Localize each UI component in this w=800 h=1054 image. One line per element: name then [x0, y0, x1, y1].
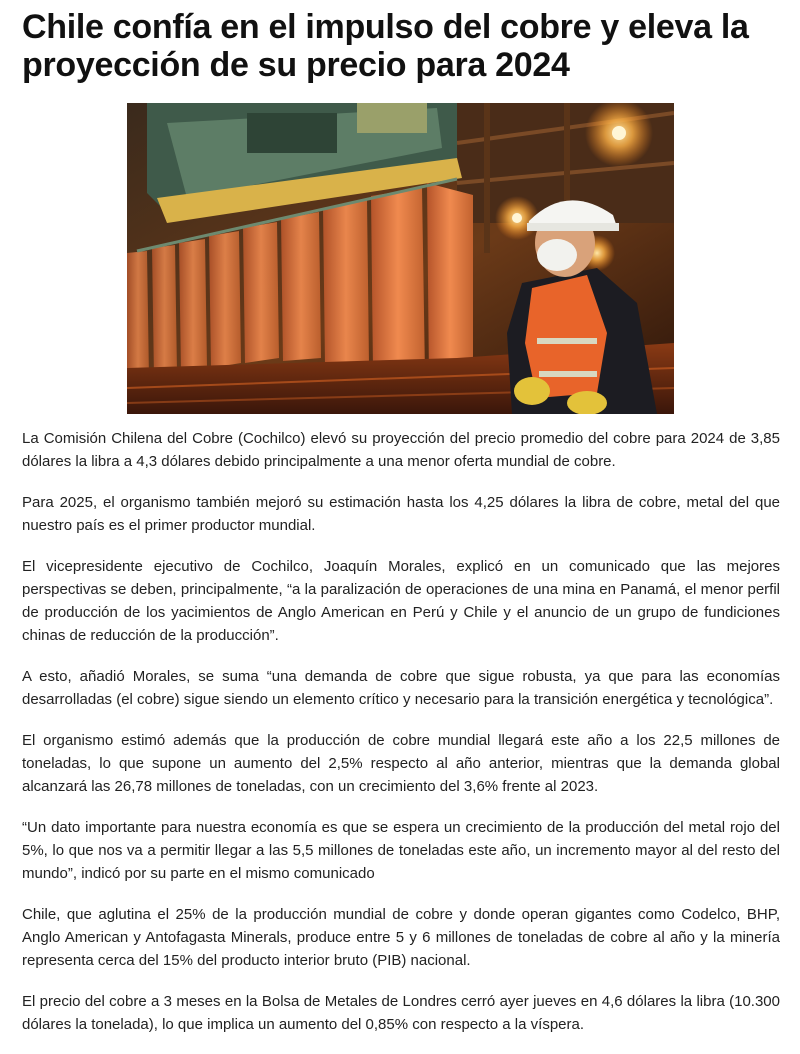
paragraph: Chile, que aglutina el 25% de la producción mundial de cobre y donde operan gigantes como Codelco, BHP, Anglo American y Antofagasta Minerals, produce entre 5 y 6 millones de toneladas de cobre al año y la minería representa cerca del 15% del producto interior bruto (PIB) nacional. — [22, 906, 780, 969]
paragraph: El vicepresidente ejecutivo de Cochilco, Joaquín Morales, explicó en un comunicado que las mejores perspectivas se deben, principalmente, “a la paralización de operaciones de una mina en Panamá, el menor perfil de producción de los yacimientos de Anglo American en Perú y Chile y el anuncio de un grupo de fundiciones chinas de reducción de la producción”. — [22, 558, 780, 644]
paragraph: La Comisión Chilena del Cobre (Cochilco) elevó su proyección del precio promedio del cobre para 2024 de 3,85 dólares la libra a 4,3 dólares debido principalmente a una menor oferta mundial de cobre. — [22, 430, 780, 470]
article-headline: Chile confía en el impulso del cobre y eleva la proyección de su precio para 2024 — [22, 8, 749, 84]
copper-cathode-plant-photo — [127, 103, 674, 414]
paragraph: El organismo estimó además que la producción de cobre mundial llegará este año a los 22,5 millones de toneladas, lo que supone un aumento del 2,5% respecto al año anterior, mientras que la demanda global alcanzará las 26,78 millones de toneladas, con un crecimiento del 3,6% frente al 2023. — [22, 732, 780, 795]
paragraph: El precio del cobre a 3 meses en la Bolsa de Metales de Londres cerró ayer jueves en 4,6 dólares la libra (10.300 dólares la tonelada), lo que implica un aumento del 0,85% con respecto a la víspera. — [22, 993, 780, 1033]
paragraph: “Un dato importante para nuestra economía es que se espera un crecimiento de la producción del metal rojo del 5%, lo que nos va a permitir llegar a las 5,5 millones de toneladas este año, un incremento mayor al del resto del mundo”, indicó por su parte en el mismo comunicado — [22, 819, 780, 882]
paragraph: Para 2025, el organismo también mejoró su estimación hasta los 4,25 dólares la libra de cobre, metal del que nuestro país es el primer productor mundial. — [22, 494, 780, 534]
article-body — [22, 427, 780, 1054]
paragraph: A esto, añadió Morales, se suma “una demanda de cobre que sigue robusta, ya que para las economías desarrolladas (el cobre) sigue siendo un elemento crítico y necesario para la transición energética y tecnológica”. — [22, 668, 780, 708]
